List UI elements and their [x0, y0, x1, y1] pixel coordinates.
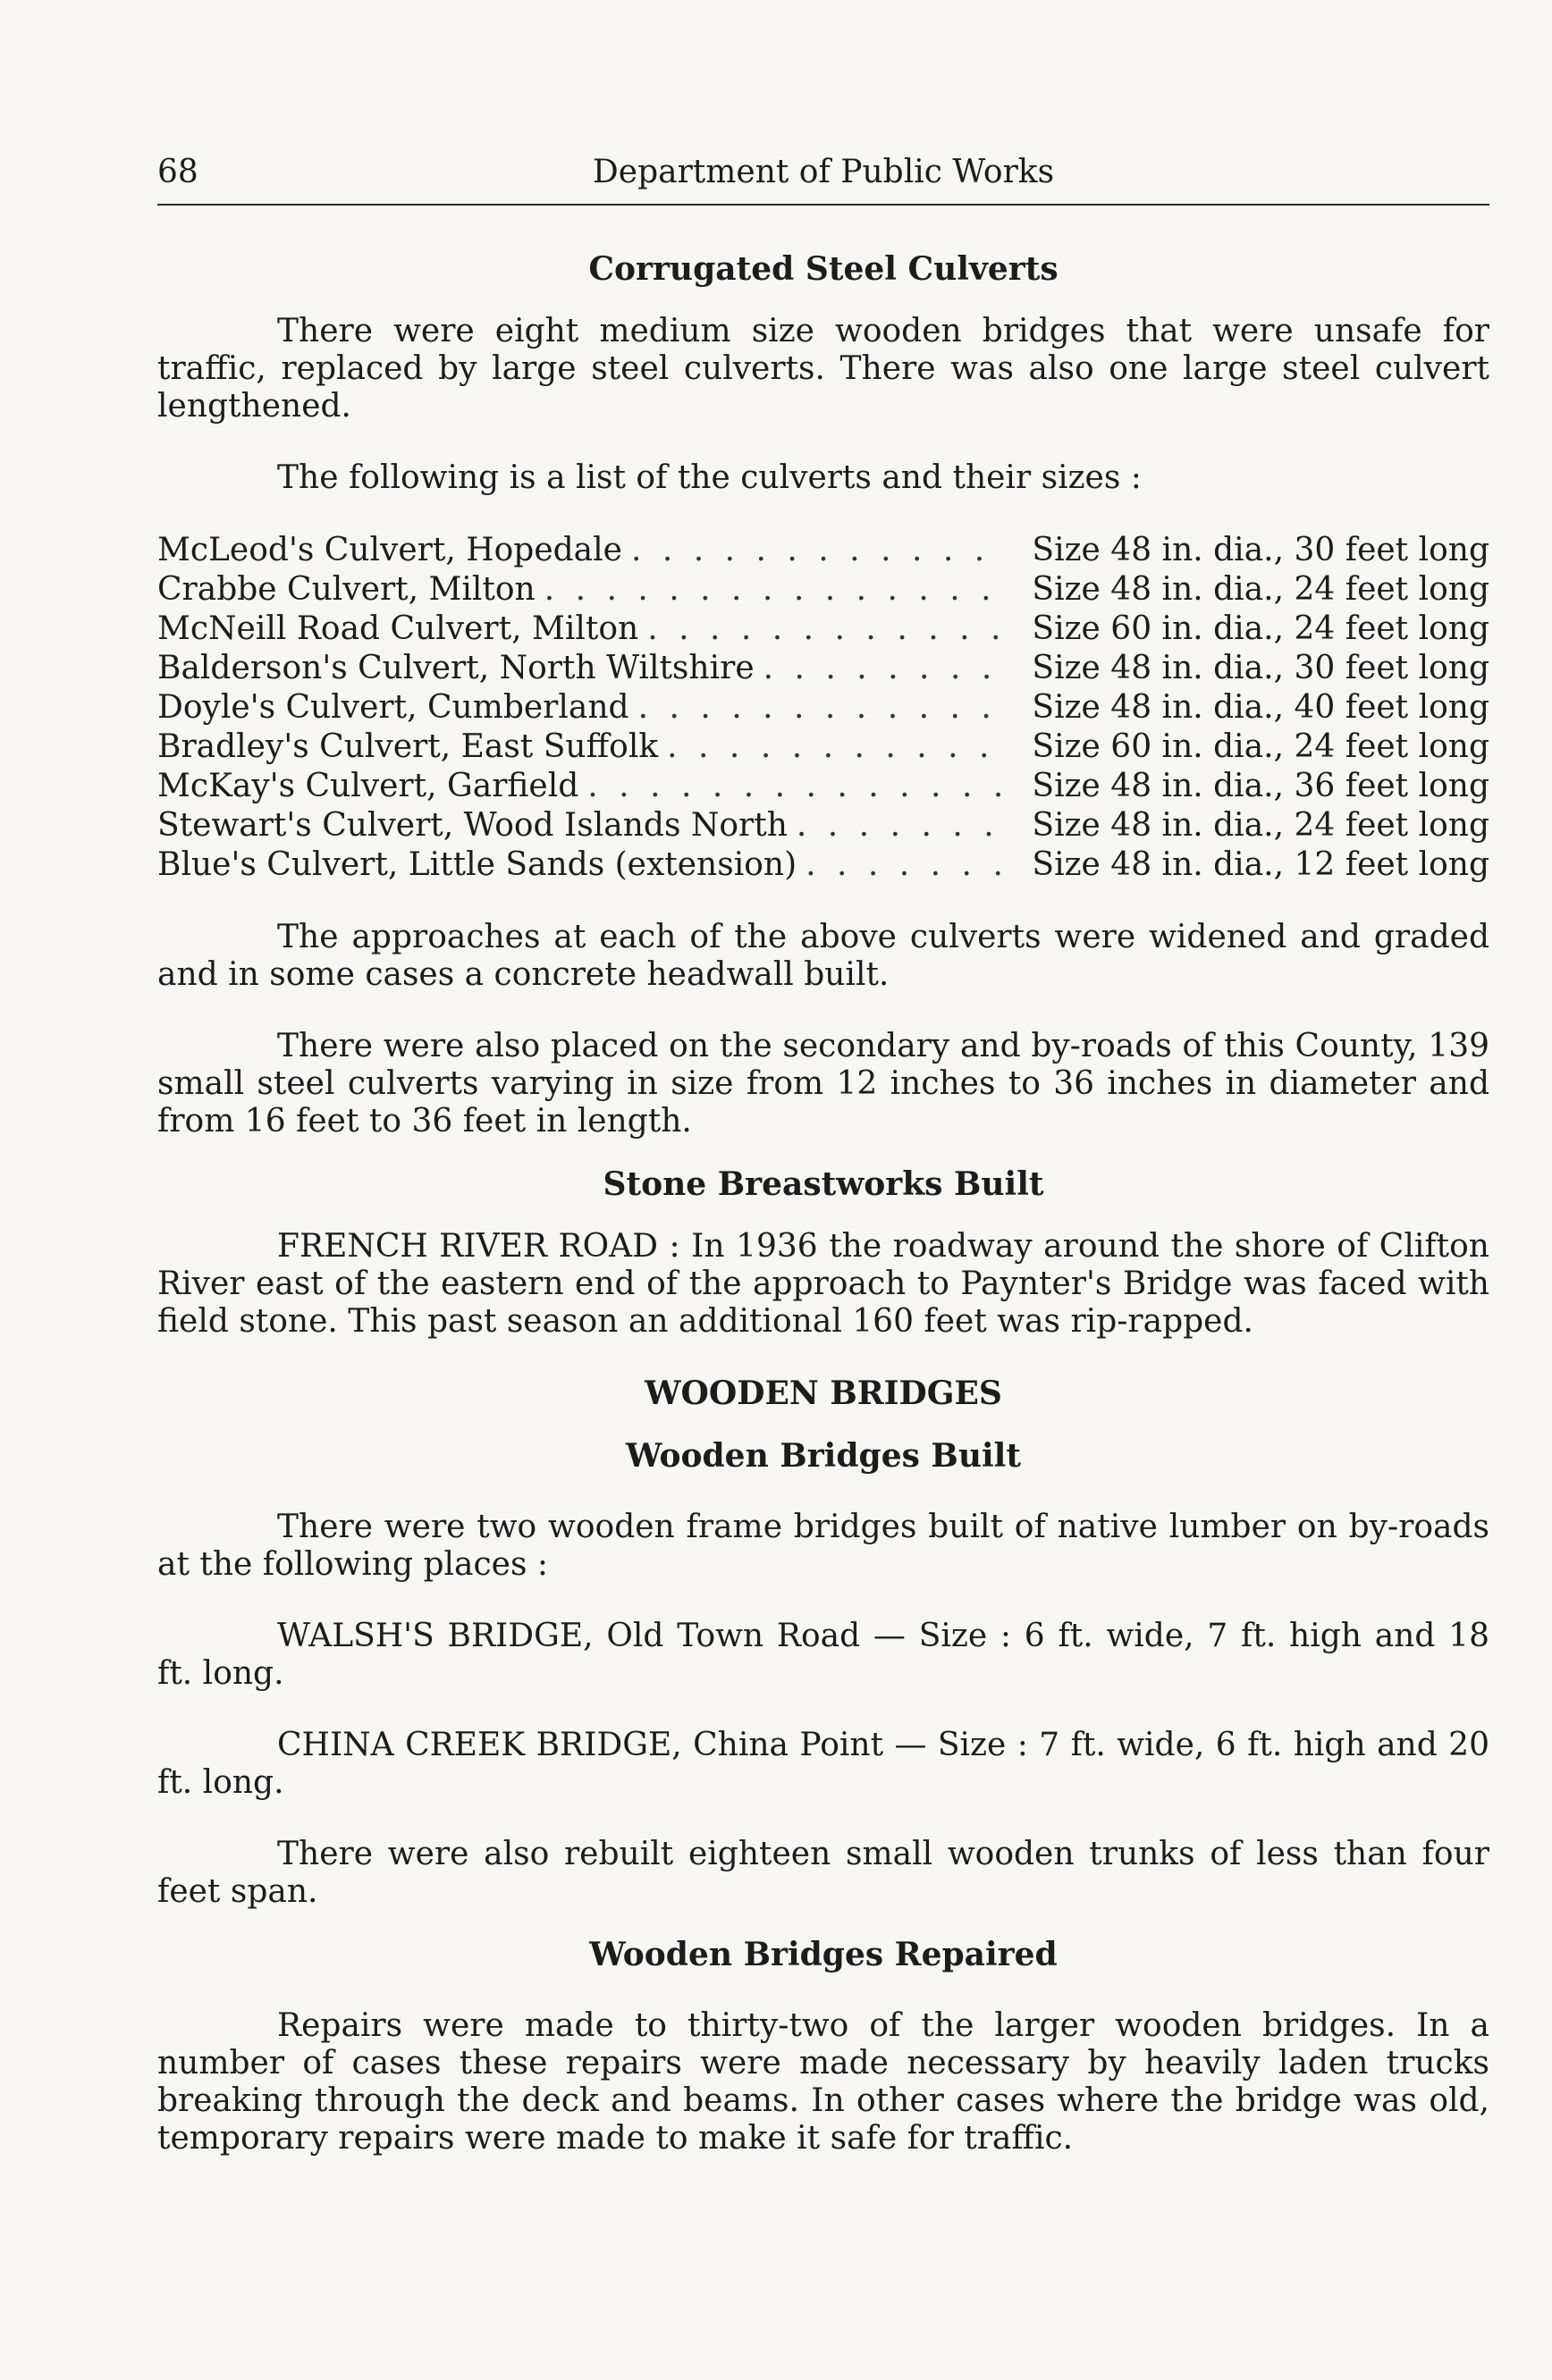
french-river-paragraph: FRENCH RIVER ROAD : In 1936 the roadway around the shore of Clifton River east of the eastern end of the approach to Paynter's Bridge was faced with field stone. This past season an additional 160 feet was rip-rapped. [157, 1228, 1489, 1340]
culvert-size: Size 60 in. dia., 24 feet long [1032, 610, 1489, 647]
wooden-built-paragraph: There were two wooden frame bridges built of native lumber on by-roads at the following places : [157, 1509, 1489, 1583]
china-creek-paragraph: CHINA CREEK BRIDGE, China Point — Size : 7 ft. wide, 6 ft. high and 20 ft. long. [157, 1727, 1489, 1801]
corrugated-heading: Corrugated Steel Culverts [588, 250, 1059, 288]
culvert-list-intro: The following is a list of the culverts and their sizes : [277, 459, 1142, 496]
culvert-row [157, 610, 1489, 649]
stone-breastworks-heading: Stone Breastworks Built [603, 1165, 1044, 1203]
culvert-name: Crabbe Culvert, Milton [157, 571, 536, 608]
page-body [157, 250, 1489, 2157]
walsh-bridge-paragraph: WALSH'S BRIDGE, Old Town Road — Size : 6 ft. wide, 7 ft. high and 18 ft. long. [157, 1618, 1489, 1692]
culvert-name: Balderson's Culvert, North Wiltshire [157, 650, 755, 686]
culvert-size: Size 48 in. dia., 12 feet long [1032, 846, 1489, 883]
culvert-row [157, 806, 1489, 845]
culvert-size: Size 48 in. dia., 36 feet long [1032, 768, 1489, 804]
repairs-paragraph: Repairs were made to thirty-two of the larger wooden bridges. In a number of cases these repairs were made necessary by heavily laden trucks breaking through the deck and beams. In other cases where the bridge was old, temporary repairs were made to make it safe for traffic. [157, 2007, 1489, 2157]
page-header [157, 154, 1489, 206]
culvert-name: Stewart's Culvert, Wood Islands North [157, 807, 788, 844]
culvert-row [157, 767, 1489, 806]
dot-leader [755, 649, 1008, 688]
page-number: 68 [157, 154, 198, 190]
culvert-name: McLeod's Culvert, Hopedale [157, 532, 622, 568]
culvert-size: Size 48 in. dia., 24 feet long [1032, 571, 1489, 608]
wooden-bridges-repaired-heading: Wooden Bridges Repaired [589, 1936, 1058, 1973]
culvert-size: Size 48 in. dia., 24 feet long [1032, 807, 1489, 844]
dot-leader [658, 727, 1008, 767]
culvert-name: Blue's Culvert, Little Sands (extension) [157, 846, 797, 883]
culvert-name: McNeill Road Culvert, Milton [157, 610, 639, 647]
culvert-row [157, 727, 1489, 767]
culvert-size: Size 48 in. dia., 40 feet long [1032, 689, 1489, 726]
culvert-row [157, 688, 1489, 727]
culvert-name: Bradley's Culvert, East Suffolk [157, 728, 659, 765]
culvert-row [157, 845, 1489, 885]
culvert-name: Doyle's Culvert, Cumberland [157, 689, 629, 726]
dot-leader [536, 570, 1008, 610]
culvert-size: Size 48 in. dia., 30 feet long [1032, 650, 1489, 686]
culvert-size: Size 60 in. dia., 24 feet long [1032, 728, 1489, 765]
culvert-name: McKay's Culvert, Garfield [157, 768, 579, 804]
dot-leader [622, 531, 1008, 570]
corrugated-paragraph: There were eight medium size wooden bridges that were unsafe for traffic, replaced by large steel culverts. There was also one large steel culvert lengthened. [157, 313, 1489, 425]
wooden-trunks-paragraph: There were also rebuilt eighteen small wooden trunks of less than four feet span. [157, 1836, 1489, 1910]
culvert-row [157, 531, 1489, 570]
dot-leader [788, 806, 1008, 845]
running-head: Department of Public Works [592, 154, 1055, 190]
approaches-paragraph: The approaches at each of the above culverts were widened and graded and in some cases a concrete headwall built. [157, 919, 1489, 993]
secondary-roads-paragraph: There were also placed on the secondary and by-roads of this County, 139 small steel culverts varying in size from 12 inches to 36 inches in diameter and from 16 feet to 36 feet in length. [157, 1028, 1489, 1140]
wooden-bridges-built-heading: Wooden Bridges Built [625, 1437, 1021, 1475]
dot-leader [578, 767, 1008, 806]
culvert-list [157, 531, 1489, 885]
wooden-bridges-heading: WOODEN BRIDGES [645, 1375, 1002, 1412]
culvert-row [157, 649, 1489, 688]
dot-leader [638, 610, 1008, 649]
dot-leader [797, 845, 1008, 885]
culvert-size: Size 48 in. dia., 30 feet long [1032, 532, 1489, 568]
dot-leader [629, 688, 1008, 727]
culvert-row [157, 570, 1489, 610]
